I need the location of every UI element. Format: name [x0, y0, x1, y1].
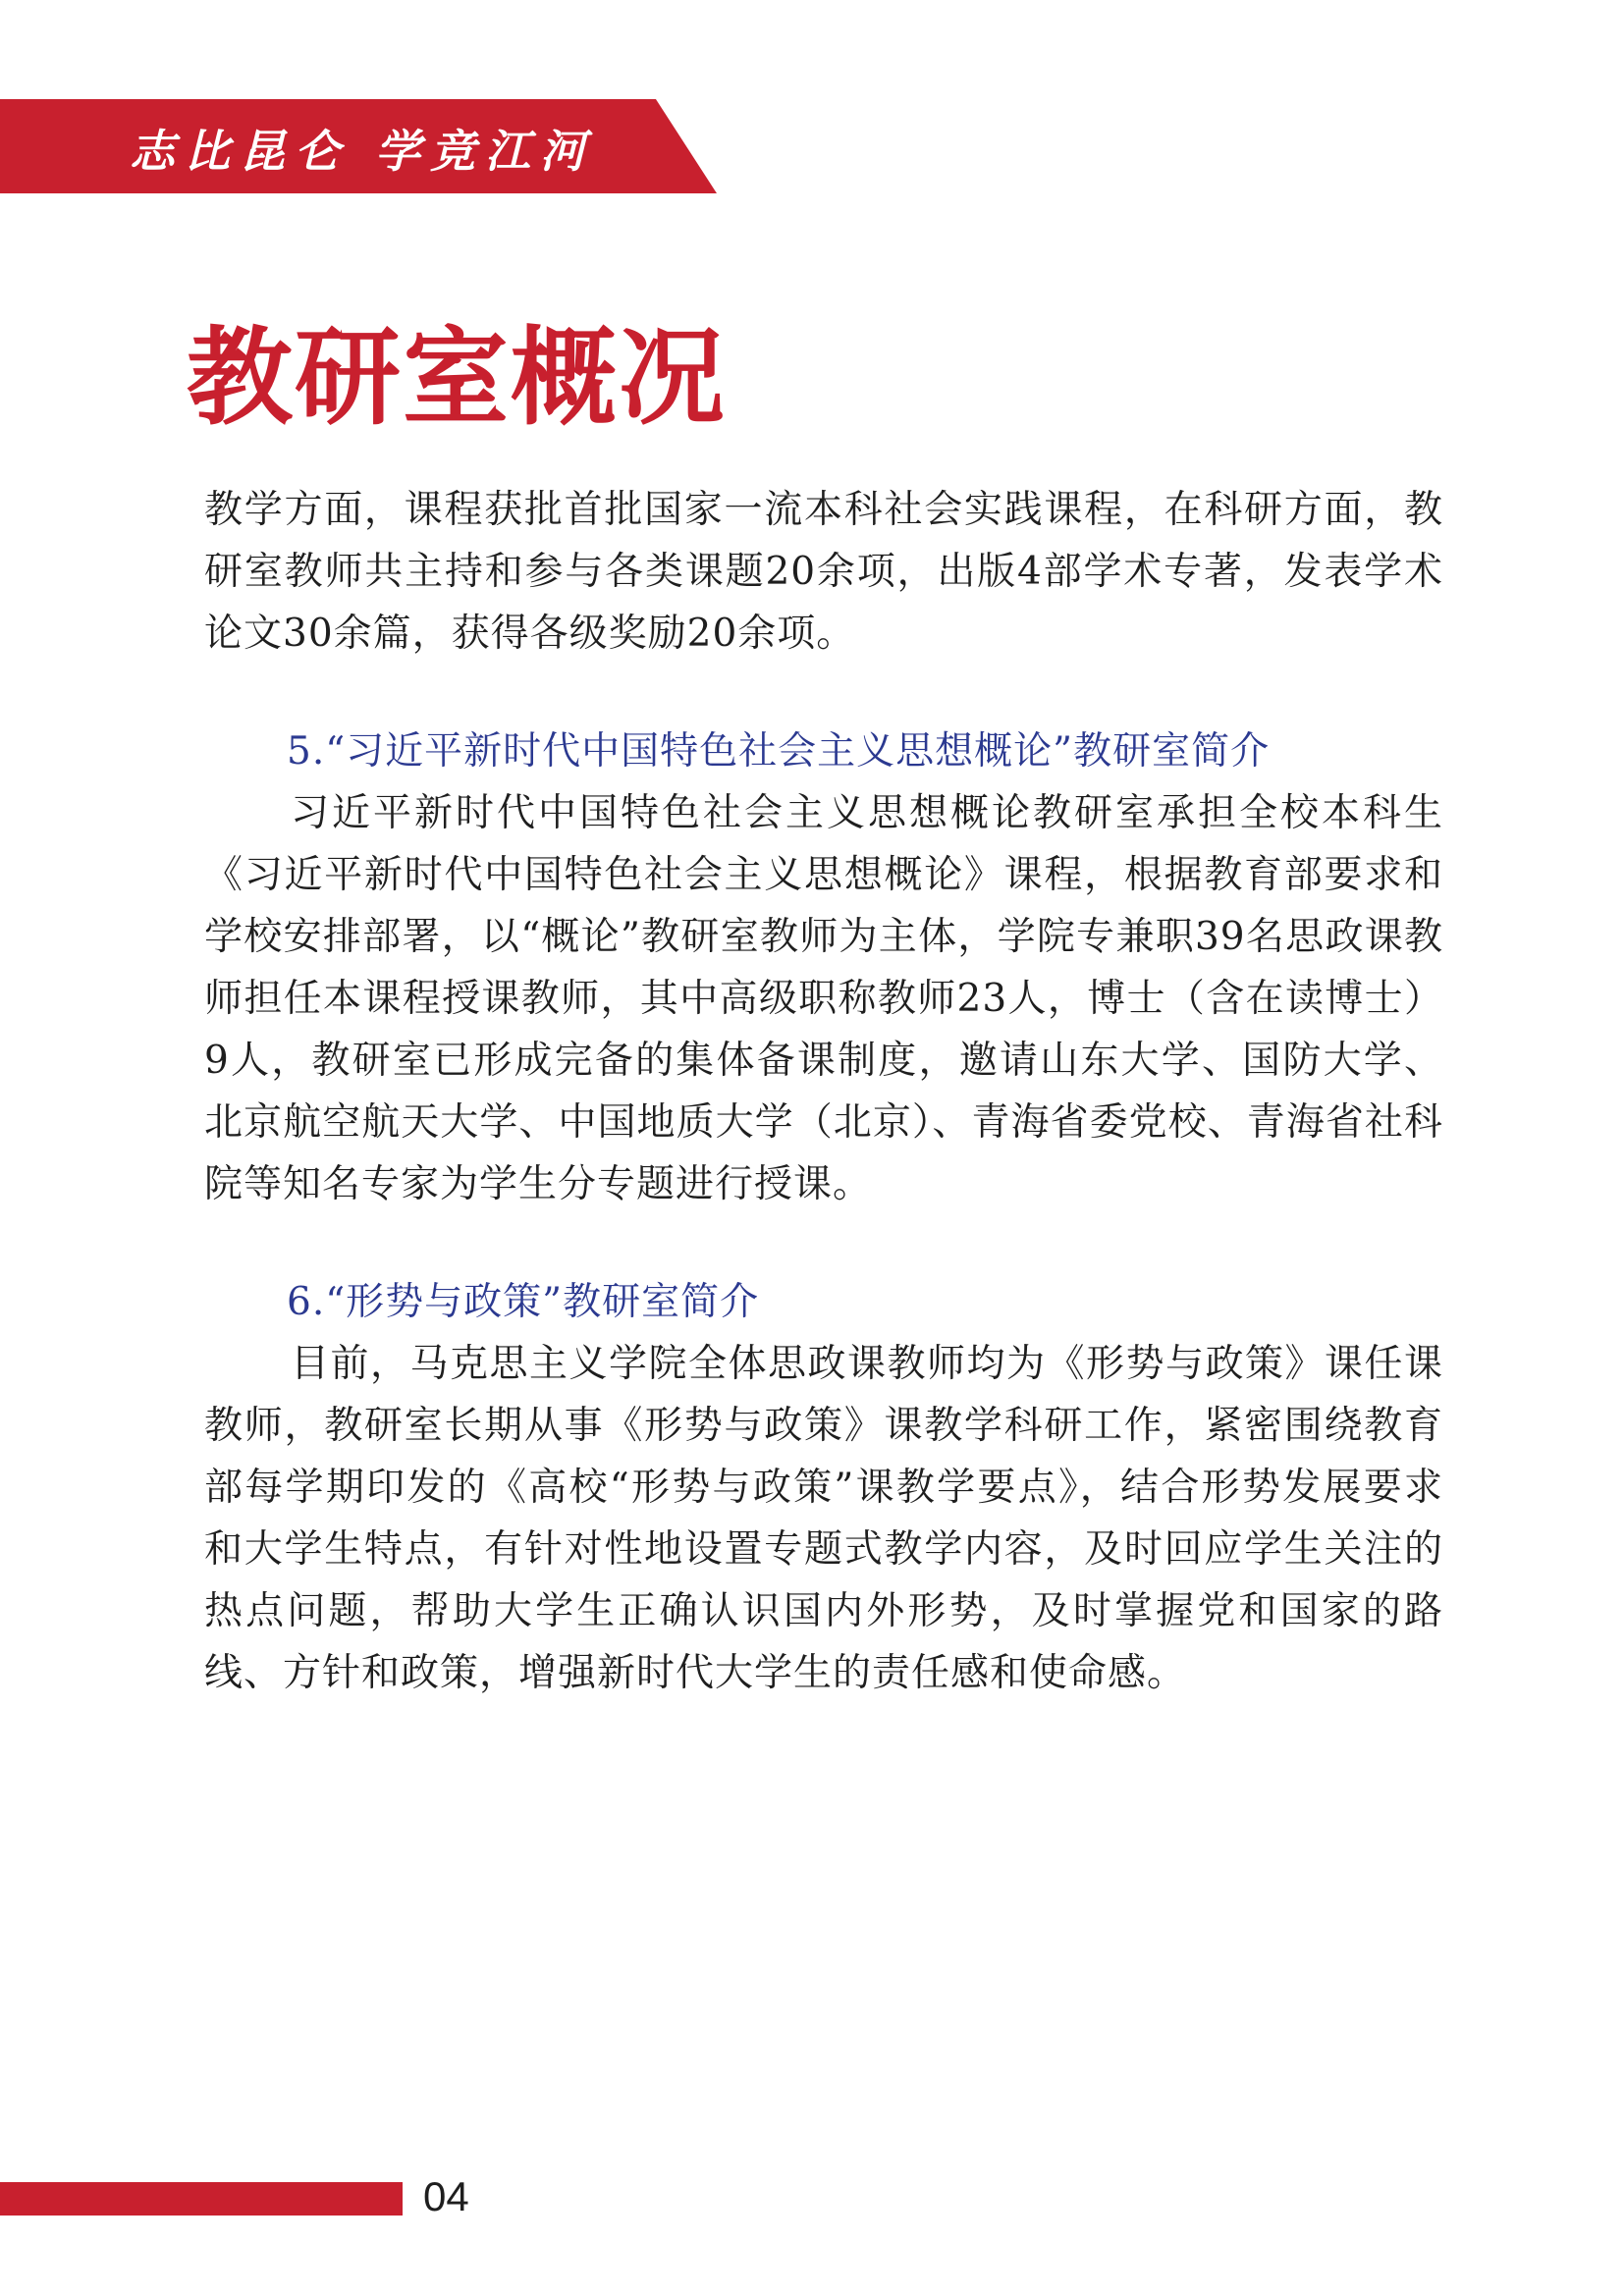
page-number: 04 — [423, 2173, 469, 2219]
banner-slogan: 志比昆仑 学竞江河 — [130, 125, 596, 178]
section-5-body: 习近平新时代中国特色社会主义思想概论教研室承担全校本科生《习近平新时代中国特色社会主义思想概论》课程，根据教育部要求和学校安排部署，以“概论”教研室教师为主体，学院专兼职39名思政课教师担任本课程授课教师，其中高级职称教师23人，博士（含在读博士）9人，教研室已形成完备的集体备课制度，邀请山东大学、国防大学、北京航空航天大学、中国地质大学（北京）、青海省委党校、青海省社科院等知名专家为学生分专题进行授课。 — [204, 791, 1443, 1206]
main-content — [204, 479, 1443, 1704]
footer-bar — [0, 2182, 403, 2216]
intro-paragraph: 教学方面，课程获批首批国家一流本科社会实践课程，在科研方面，教研室教师共主持和参与各类课题20余项，出版4部学术专著，发表学术论文30余篇，获得各级奖励20余项。 — [204, 488, 1443, 656]
section-5-heading: 5.“习近平新时代中国特色社会主义思想概论”教研室简介 — [287, 729, 1271, 774]
section-6-body: 目前，马克思主义学院全体思政课教师均为《形势与政策》课任课教师，教研室长期从事《形势与政策》课教学科研工作，紧密围绕教育部每学期印发的《高校“形势与政策”课教学要点》，结合形势发展要求和大学生特点，有针对性地设置专题式教学内容，及时回应学生关注的热点问题，帮助大学生正确认识国内外形势，及时掌握党和国家的路线、方针和政策，增强新时代大学生的责任感和使命感。 — [204, 1342, 1443, 1695]
section-6-heading: 6.“形势与政策”教研室简介 — [287, 1280, 760, 1324]
page-title: 教研室概况 — [187, 317, 728, 440]
